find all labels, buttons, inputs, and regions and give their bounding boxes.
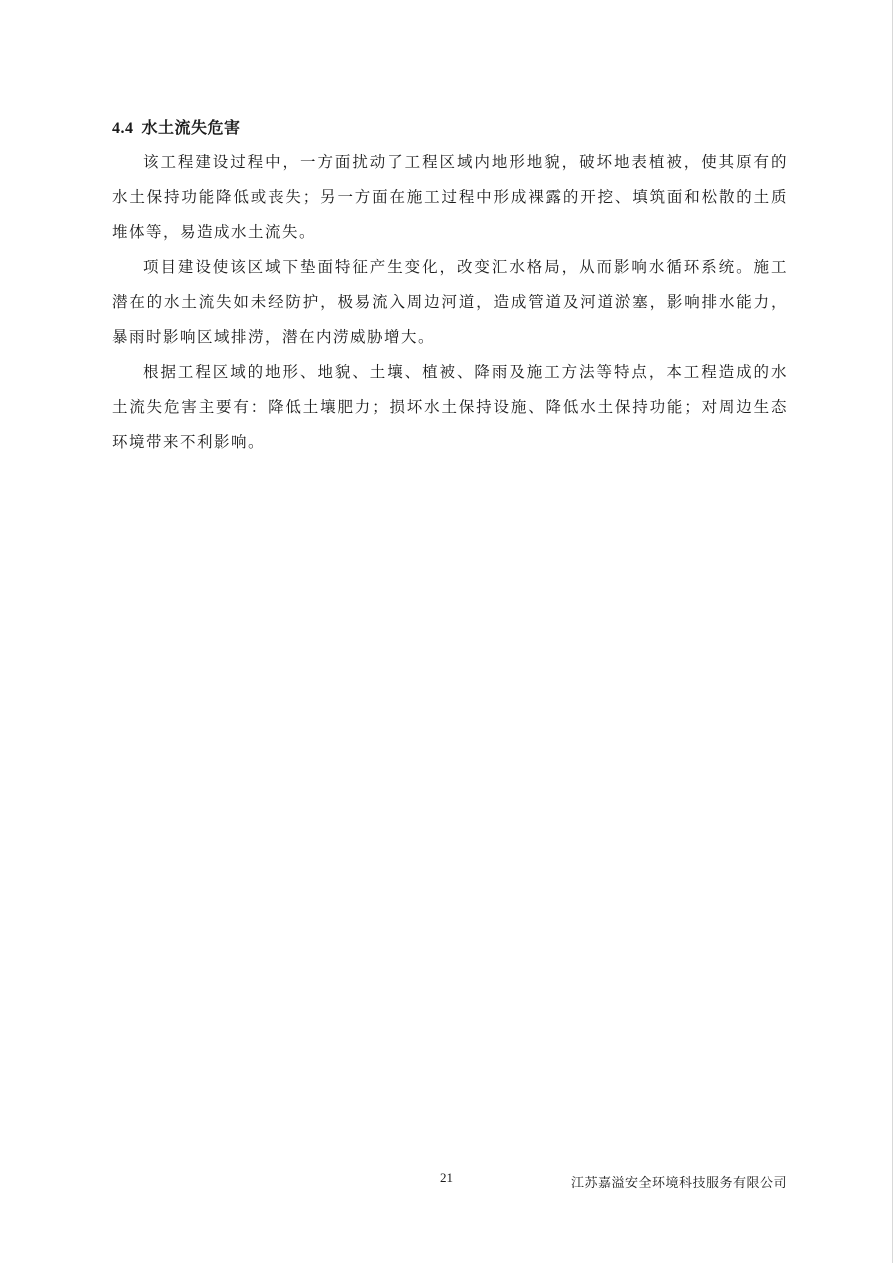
paragraph-1: 该工程建设过程中，一方面扰动了工程区域内地形地貌，破坏地表植被，使其原有的水土保持功能降低或丧失；另一方面在施工过程中形成裸露的开挖、填筑面和松散的土质堆体等，易造成水土流失。 xyxy=(112,153,788,241)
section-number: 4.4 xyxy=(112,120,134,137)
company-name: 江苏嘉溢安全环境科技服务有限公司 xyxy=(570,1176,787,1191)
paragraph-2: 项目建设使该区域下垫面特征产生变化，改变汇水格局，从而影响水循环系统。施工潜在的水土流失如未经防护，极易流入周边河道，造成管道及河道淤塞，影响排水能力，暴雨时影响区域排涝，潜在内涝威胁增大。 xyxy=(112,258,788,346)
page-number: 21 xyxy=(440,1170,453,1185)
section-title: 水土流失危害 xyxy=(141,118,241,137)
section-heading xyxy=(112,114,788,143)
paragraph-3: 根据工程区域的地形、地貌、土壤、植被、降雨及施工方法等特点，本工程造成的水土流失危害主要有：降低土壤肥力；损坏水土保持设施、降低水土保持功能；对周边生态环境带来不利影响。 xyxy=(112,363,788,451)
page-content xyxy=(112,114,788,460)
page-footer xyxy=(0,1170,893,1192)
